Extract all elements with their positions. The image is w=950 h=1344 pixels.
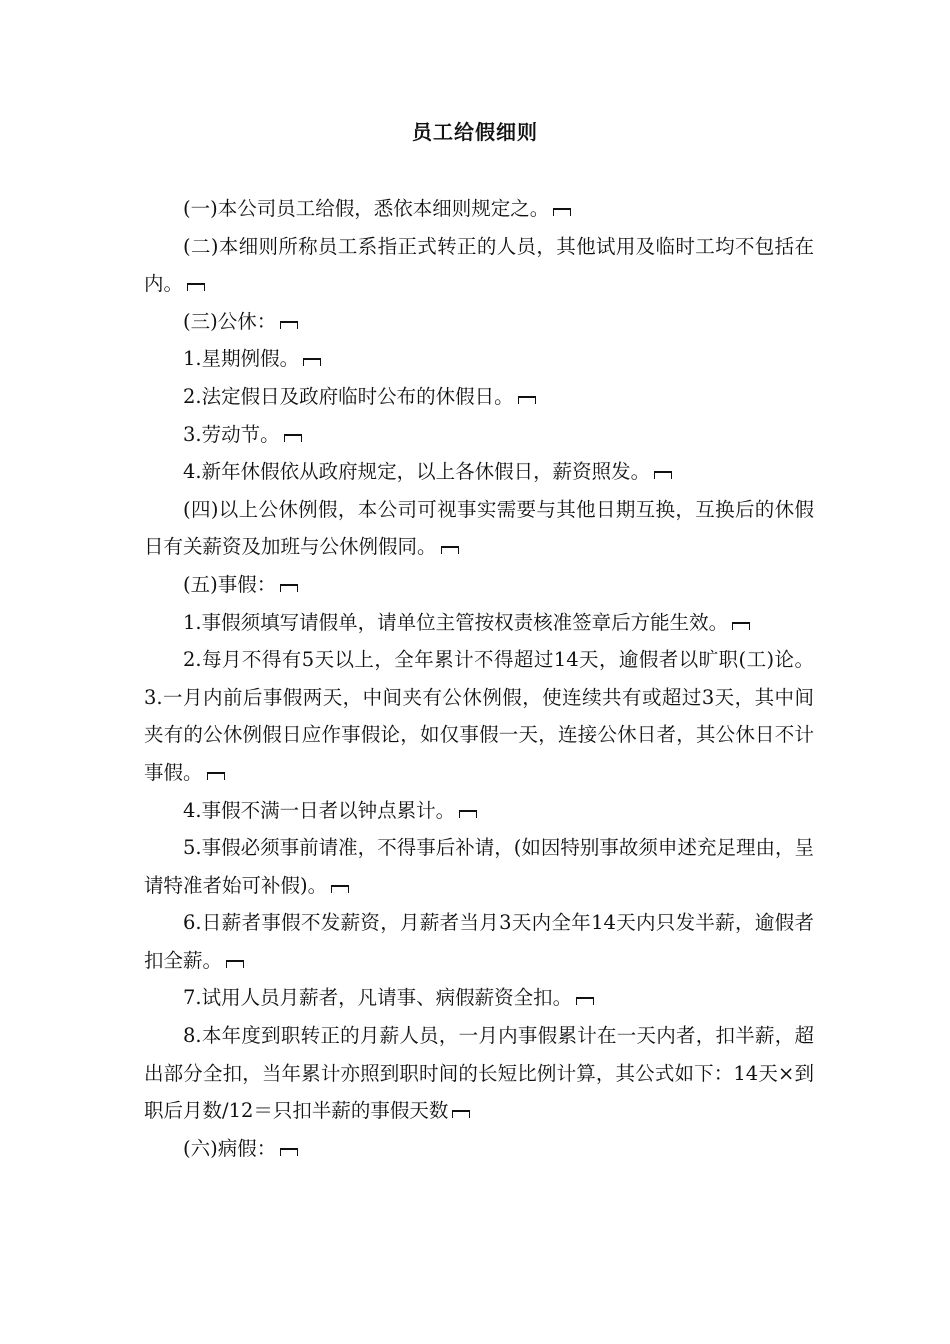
paragraph-7: 4.新年休假依从政府规定，以上各休假日，薪资照发。 (144, 453, 814, 491)
paragraph-mark-icon (576, 997, 594, 1005)
paragraph-9: (五)事假： (144, 566, 814, 604)
paragraph-6: 3.劳动节。 (144, 416, 814, 454)
paragraph-mark-icon (331, 885, 349, 893)
paragraph-2: (二)本细则所称员工系指正式转正的人员，其他试用及临时工均不包括在内。 (144, 234, 814, 296)
paragraph-mark-icon (284, 434, 302, 442)
paragraph-17: (六)病假： (144, 1130, 814, 1168)
paragraph-15: 7.试用人员月薪者，凡请事、病假薪资全扣。 (144, 979, 814, 1017)
paragraph-8: (四)以上公休例假，本公司可视事实需要与其他日期互换，互换后的休假日有关薪资及加班与公休例假同。 (144, 497, 814, 559)
paragraph-mark-icon (280, 321, 298, 329)
paragraph-mark-icon (452, 1110, 470, 1118)
paragraph-12: 4.事假不满一日者以钟点累计。 (144, 792, 814, 830)
paragraph-mark-icon (518, 396, 536, 404)
paragraph-4: 1.星期例假。 (144, 340, 814, 378)
document-title: 员工给假细则 (412, 120, 538, 144)
paragraph-mark-icon (207, 772, 225, 780)
paragraph-13: 5.事假必须事前请准，不得事后补请，(如因特别事故须申述充足理由，呈请特准者始可补假)。 (144, 836, 814, 897)
paragraph-14: 6.日薪者事假不发薪资，月薪者当月3天内全年14天内只发半薪，逾假者扣全薪。 (144, 911, 814, 972)
paragraph-3: (三)公休： (144, 303, 814, 341)
paragraph-mark-icon (187, 283, 205, 291)
paragraph-mark-icon (280, 584, 298, 592)
paragraph-mark-icon (303, 358, 321, 366)
paragraph-10: 1.事假须填写请假单，请单位主管按权责核准签章后方能生效。 (144, 604, 814, 642)
paragraph-5: 2.法定假日及政府临时公布的休假日。 (144, 378, 814, 416)
paragraph-mark-icon (459, 810, 477, 818)
paragraph-mark-icon (553, 208, 571, 216)
document-body (144, 190, 814, 1167)
paragraph-mark-icon (654, 471, 672, 479)
paragraph-mark-icon (226, 960, 244, 968)
paragraph-mark-icon (441, 546, 459, 554)
paragraph-1: (一)本公司员工给假，悉依本细则规定之。 (144, 190, 814, 228)
paragraph-16: 8.本年度到职转正的月薪人员，一月内事假累计在一天内者，扣半薪，超出部分全扣，当年累计亦照到职时间的长短比例计算，其公式如下：14天×到职后月数/12＝只扣半薪的事假天数 (144, 1024, 814, 1123)
paragraph-11: 2.每月不得有5天以上，全年累计不得超过14天，逾假者以旷职(工)论。3.一月内前后事假两天，中间夹有公休例假，使连续共有或超过3天，其中间夹有的公休例假日应作事假论，如仅事假一天，连接公休日者，其公休日不计事假。 (144, 648, 814, 784)
paragraph-mark-icon (280, 1148, 298, 1156)
paragraph-mark-icon (732, 622, 750, 630)
